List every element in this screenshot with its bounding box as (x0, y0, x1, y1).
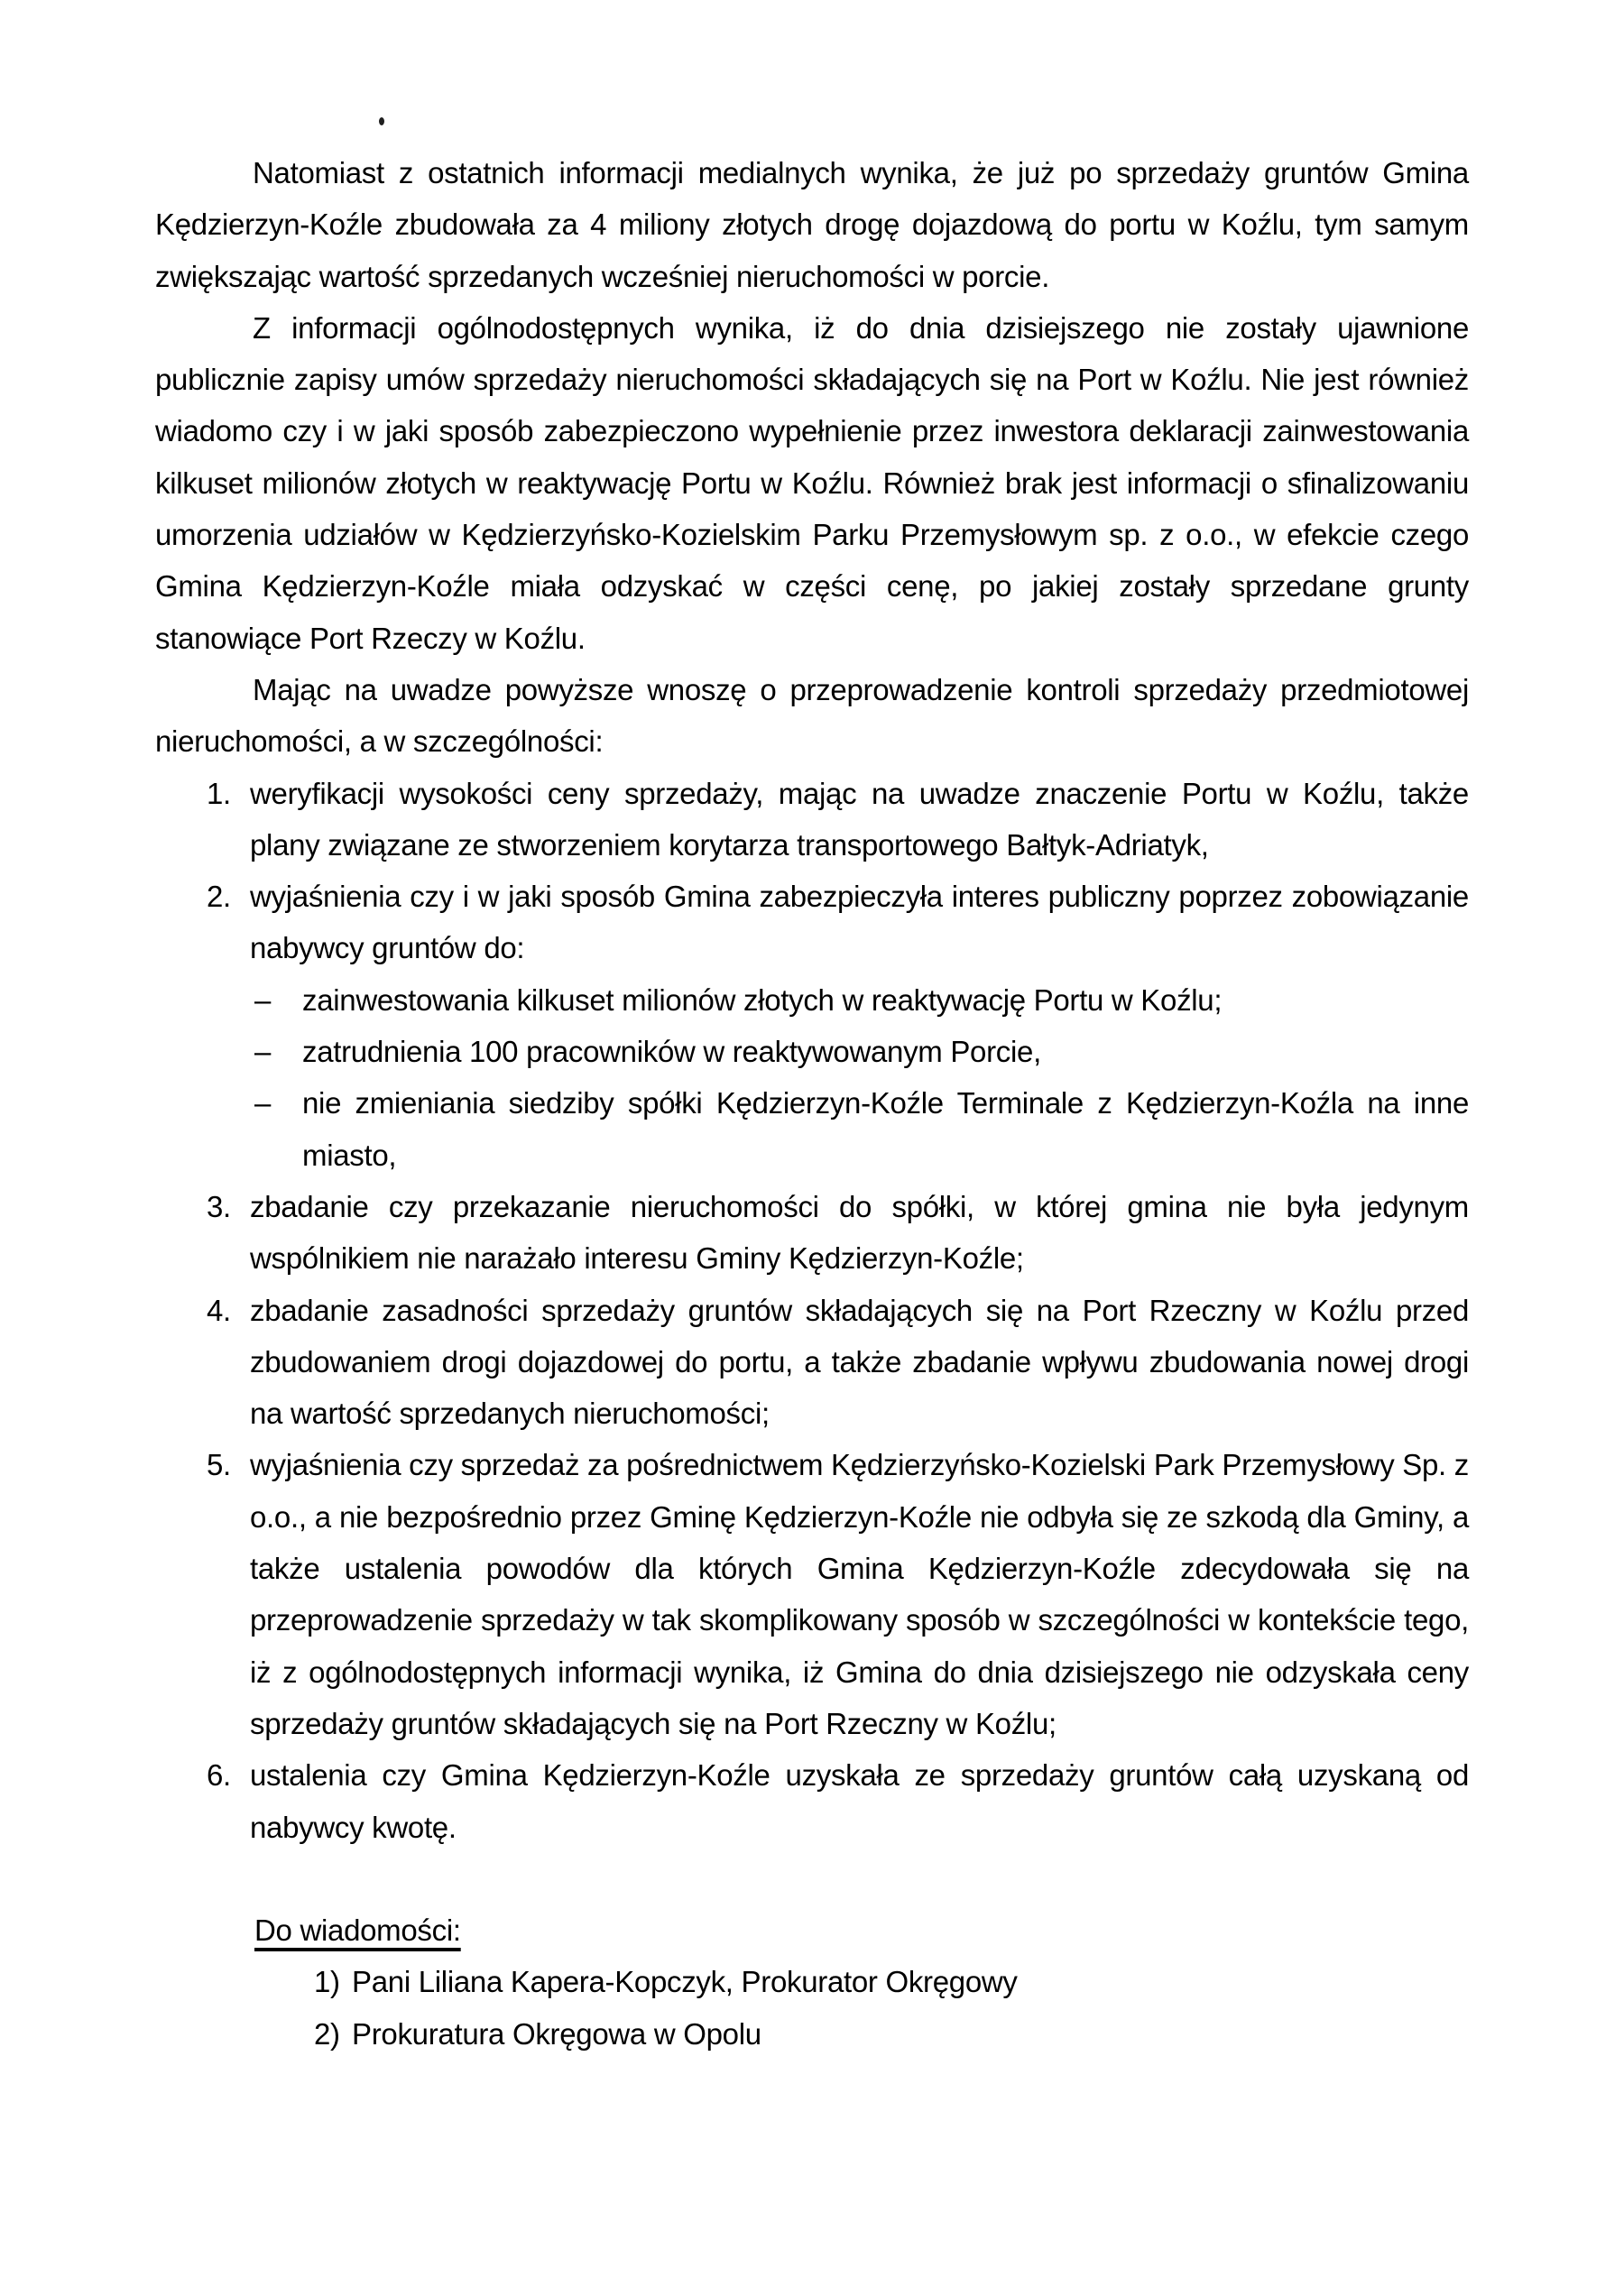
list-item-2-text: wyjaśnienia czy i w jaki sposób Gmina zabezpieczyła interes publiczny poprzez zobowiązanie nabywcy gruntów do: (250, 880, 1469, 965)
scan-speck-artifact (379, 117, 384, 125)
list-item-5-text: wyjaśnienia czy sprzedaż za pośrednictwem Kędzierzyńsko-Kozielski Park Przemysłowy Sp. z o.o., a nie bezpośrednio przez Gminę Kędzierzyn-Koźle nie odbyła się ze szkodą dla Gminy, a także ustalenia powodów dla których Gmina Kędzierzyn-Koźle zdecydowała się na przeprowadzenie sprzedaży w tak skomplikowany sposób w szczególności w kontekście tego, iż z ogólnodostępnych informacji wynika, iż Gmina do dnia dzisiejszego nie odzyskała ceny sprzedaży gruntów składających się na Port Rzeczny w Koźlu; (250, 1448, 1469, 1740)
list-item-2-sub-1-text: zainwestowania kilkuset milionów złotych w reaktywację Portu w Koźlu; (302, 982, 1223, 1017)
list-item-2-sub-1 (155, 974, 1469, 1026)
list-item-2-sub-3 (155, 1077, 1469, 1181)
list-item-4-number: 4. (207, 1293, 231, 1327)
distribution-item-1-number: 1) (314, 1965, 340, 1999)
list-item-6 (155, 1749, 1469, 1853)
document-content (155, 147, 1469, 2060)
distribution-item-2-number: 2) (314, 2016, 340, 2051)
list-item-5 (155, 1439, 1469, 1749)
distribution-item-1-text: Pani Liliana Kapera-Kopczyk, Prokurator Okręgowy (352, 1965, 1018, 1999)
dash-marker: – (254, 982, 272, 1017)
list-item-2-sub-2 (155, 1026, 1469, 1077)
distribution-item-2-text: Prokuratura Okręgowa w Opolu (352, 2016, 761, 2051)
list-item-1 (155, 768, 1469, 871)
distribution-item-1 (155, 1956, 1469, 2007)
list-item-5-number: 5. (207, 1448, 231, 1482)
distribution-item-2 (155, 2008, 1469, 2060)
dash-marker: – (254, 1086, 272, 1120)
list-item-6-text: ustalenia czy Gmina Kędzierzyn-Koźle uzyskała ze sprzedaży gruntów całą uzyskaną od nabywcy kwotę. (250, 1758, 1469, 1844)
list-item-2-sub-3-text: nie zmieniania siedziby spółki Kędzierzyn-Koźle Terminale z Kędzierzyn-Koźla na inne miasto, (302, 1086, 1469, 1172)
list-item-3 (155, 1181, 1469, 1285)
list-item-4-text: zbadanie zasadności sprzedaży gruntów składających się na Port Rzeczny w Koźlu przed zbudowaniem drogi dojazdowej do portu, a także zbadanie wpływu zbudowania nowej drogi na wartość sprzedanych nieruchomości; (250, 1293, 1469, 1431)
list-item-1-number: 1. (207, 776, 231, 810)
list-item-2 (155, 871, 1469, 974)
list-item-3-number: 3. (207, 1189, 231, 1223)
paragraph-1: Natomiast z ostatnich informacji medialnych wynika, że już po sprzedaży gruntów Gmina Kędzierzyn-Koźle zbudowała za 4 miliony złotych drogę dojazdową do portu w Koźlu, tym samym zwiększając wartość sprzedanych wcześniej nieruchomości w porcie. (155, 156, 1469, 293)
list-item-2-sub-2-text: zatrudnienia 100 pracowników w reaktywowanym Porcie, (302, 1035, 1041, 1069)
distribution-heading: Do wiadomości: (254, 1913, 461, 1948)
paragraph-2: Z informacji ogólnodostępnych wynika, iż do dnia dzisiejszego nie zostały ujawnione publicznie zapisy umów sprzedaży nieruchomości składających się na Port w Koźlu. Nie jest również wiadomo czy i w jaki sposób zabezpieczono wypełnienie przez inwestora deklaracji zainwestowania kilkuset milionów złotych w reaktywację Portu w Koźlu. Również brak jest informacji o sfinalizowaniu umorzenia udziałów w Kędzierzyńsko-Kozielskim Parku Przemysłowym sp. z o.o., w efekcie czego Gmina Kędzierzyn-Koźle miała odzyskać w części cenę, po jakiej zostały sprzedane grunty stanowiące Port Rzeczy w Koźlu. (155, 310, 1469, 655)
list-item-2-number: 2. (207, 880, 231, 914)
list-item-6-number: 6. (207, 1758, 231, 1793)
dash-marker: – (254, 1035, 272, 1069)
distribution-block (155, 1904, 1469, 2060)
list-item-1-text: weryfikacji wysokości ceny sprzedaży, mając na uwadze znaczenie Portu w Koźlu, także plany związane ze stworzeniem korytarza transportowego Bałtyk-Adriatyk, (250, 776, 1469, 862)
paragraph-3: Mając na uwadze powyższe wnoszę o przeprowadzenie kontroli sprzedaży przedmiotowej nieruchomości, a w szczególności: (155, 672, 1469, 759)
list-item-3-text: zbadanie czy przekazanie nieruchomości do spółki, w której gmina nie była jedynym wspólnikiem nie narażało interesu Gminy Kędzierzyn-Koźle; (250, 1189, 1469, 1276)
list-item-4 (155, 1285, 1469, 1440)
